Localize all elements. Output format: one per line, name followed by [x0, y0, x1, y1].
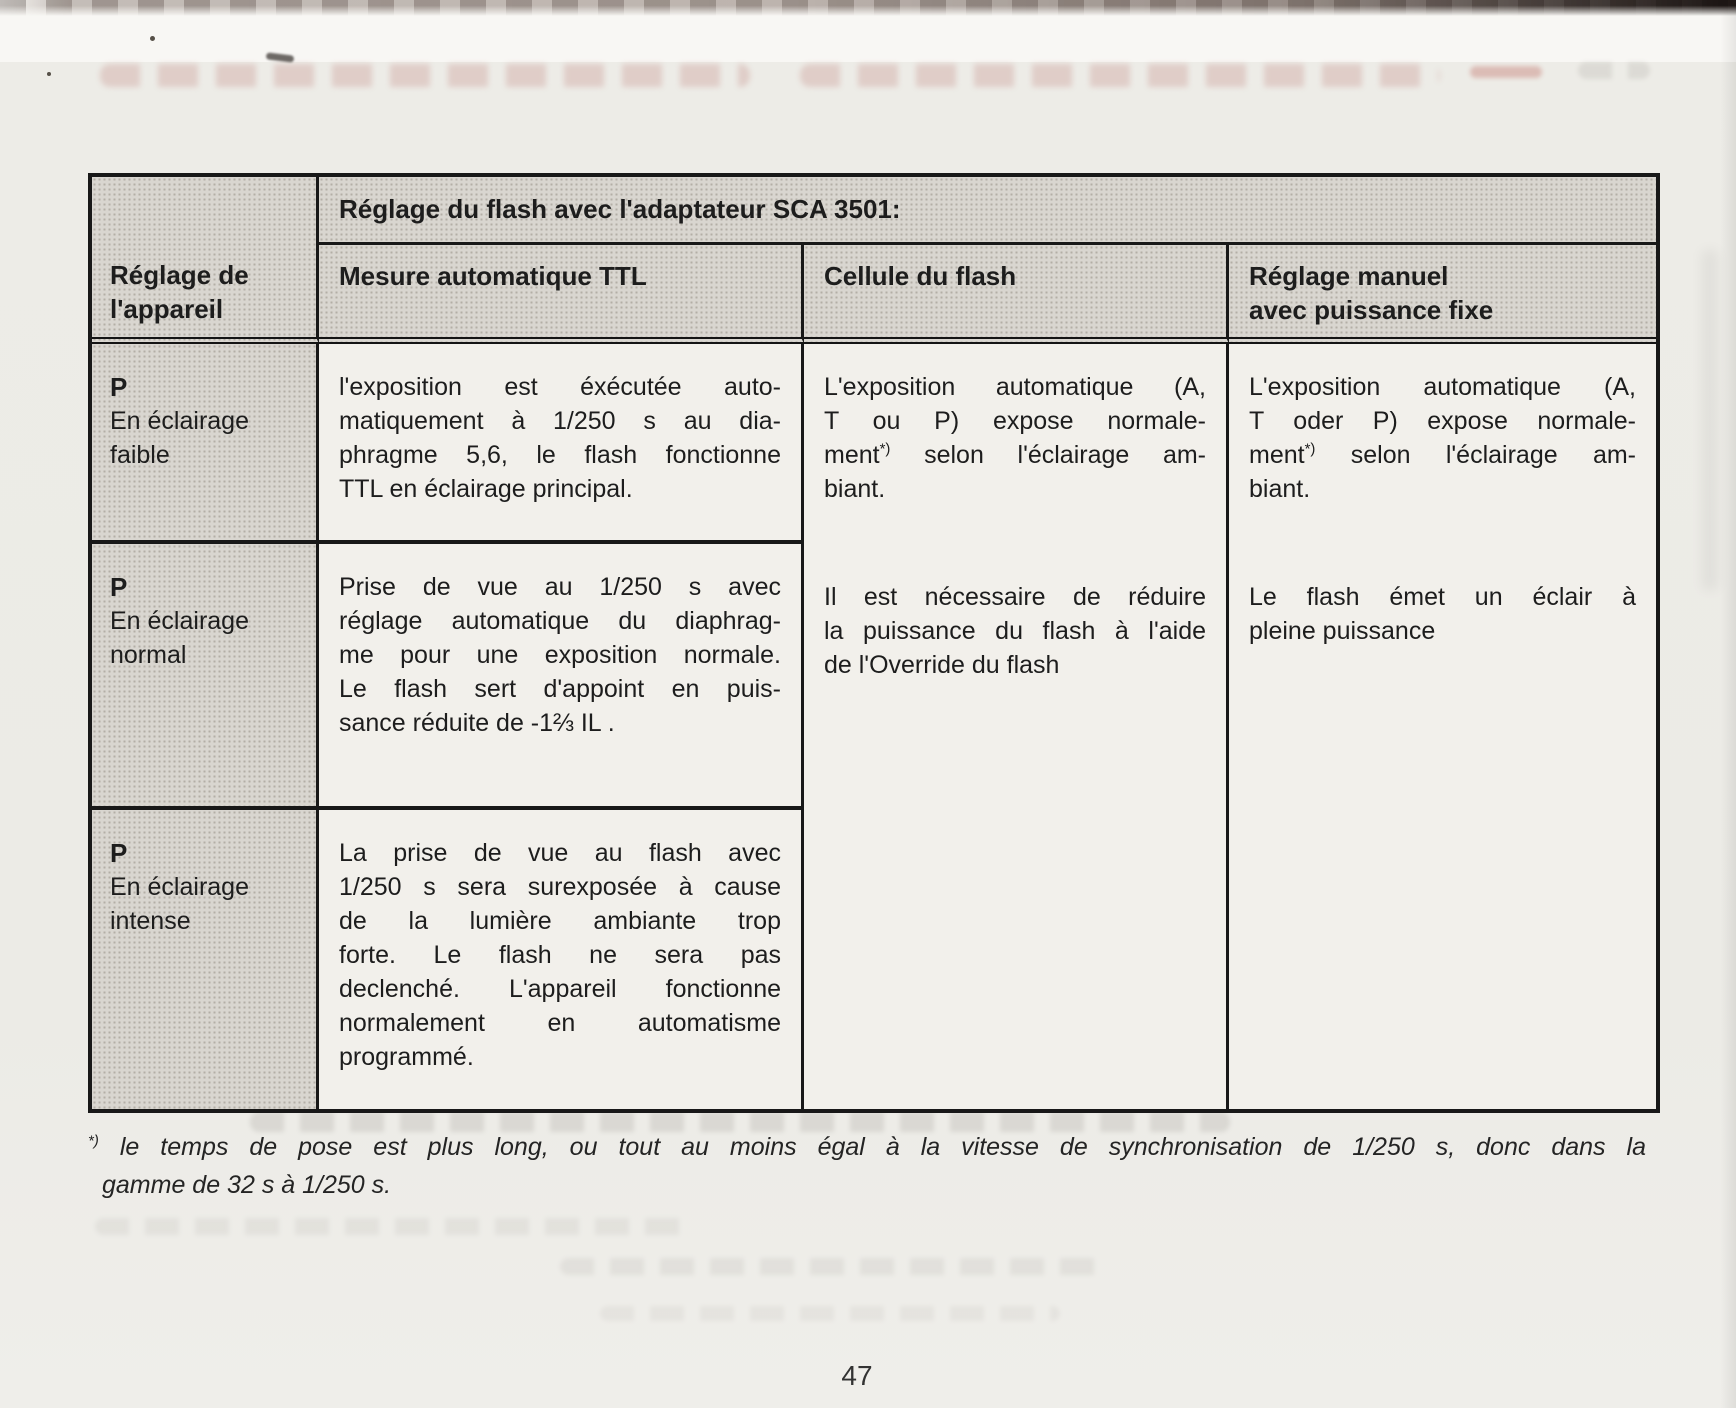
mode-p: P: [110, 572, 128, 602]
cell-ttl-faible: l'exposition est éxécutée auto- matiquement à 1/250 s au dia- phragme 5,6, le flash fonctionne TTL en éclairage principal.: [319, 344, 804, 544]
table-title-text: Réglage du flash avec l'adaptateur SCA 3501:: [339, 194, 901, 224]
row-label-eclairage-faible: [92, 344, 319, 544]
footnote-reference-marker: *): [1304, 440, 1316, 458]
mode-p: P: [110, 372, 128, 402]
condition-text: En éclairage intense: [110, 873, 249, 935]
column-header-cellule-flash: Cellule du flash: [804, 245, 1229, 344]
manuel-paragraph-2: Le flash émet un éclair à pleine puissance: [1249, 583, 1636, 645]
mode-p: P: [110, 838, 128, 868]
footnote-marker: *): [88, 1132, 99, 1150]
cell-ttl-intense: La prise de vue au flash avec 1/250 s sera surexposée à cause de la lumière ambiante trop forte. Le flash ne sera pas declenché. L'appareil fonctionne normalement en automatisme programmé.: [319, 810, 804, 1109]
cellule-paragraph-2: Il est nécessaire de réduire la puissance du flash à l'aide de l'Override du flash: [824, 583, 1206, 679]
cell-cellule-flash: [804, 344, 1229, 1109]
footnote-line-1: [88, 1128, 1646, 1166]
column-header-reglage-manuel: Réglage manuel avec puissance fixe: [1229, 245, 1656, 344]
footnote-line-2: gamme de 32 s à 1/250 s.: [102, 1171, 392, 1199]
column-header-mesure-ttl: Mesure automatique TTL: [319, 245, 804, 344]
scan-speck: [150, 36, 155, 41]
cell-reglage-manuel: [1229, 344, 1656, 1109]
row-label-eclairage-intense: [92, 810, 319, 1109]
cell-ttl-normal: Prise de vue au 1/250 s avec réglage automatique du diaphrag- me pour une exposition normale. Le flash sert d'appoint en puis- sance réduite de -1⅔ IL .: [319, 544, 804, 810]
corner-header-reglage-appareil: Réglage de l'appareil: [92, 177, 319, 344]
cellule-paragraph-1: L'exposition automatique (A, T ou P) expose normale- ment*) selon l'éclairage am- biant.: [824, 373, 1206, 503]
page-edge-shadow: [1720, 0, 1736, 1408]
row-label-eclairage-normal: [92, 544, 319, 810]
footnote-text: le temps de pose est plus long, ou tout au moins égal à la vitesse de synchronisation de 1/250 s, donc dans la: [119, 1133, 1646, 1161]
footnote: [88, 1128, 1646, 1204]
scan-edge-strip: [0, 0, 1736, 16]
flash-settings-table: [88, 173, 1660, 1113]
manuel-paragraph-1: L'exposition automatique (A, T oder P) expose normale- ment*) selon l'éclairage am- biant.: [1249, 373, 1636, 503]
footnote-reference-marker: *): [879, 440, 891, 458]
page-number: 47: [841, 1360, 873, 1391]
condition-text: En éclairage faible: [110, 407, 249, 469]
condition-text: En éclairage normal: [110, 607, 249, 669]
table-title: [319, 177, 1656, 245]
